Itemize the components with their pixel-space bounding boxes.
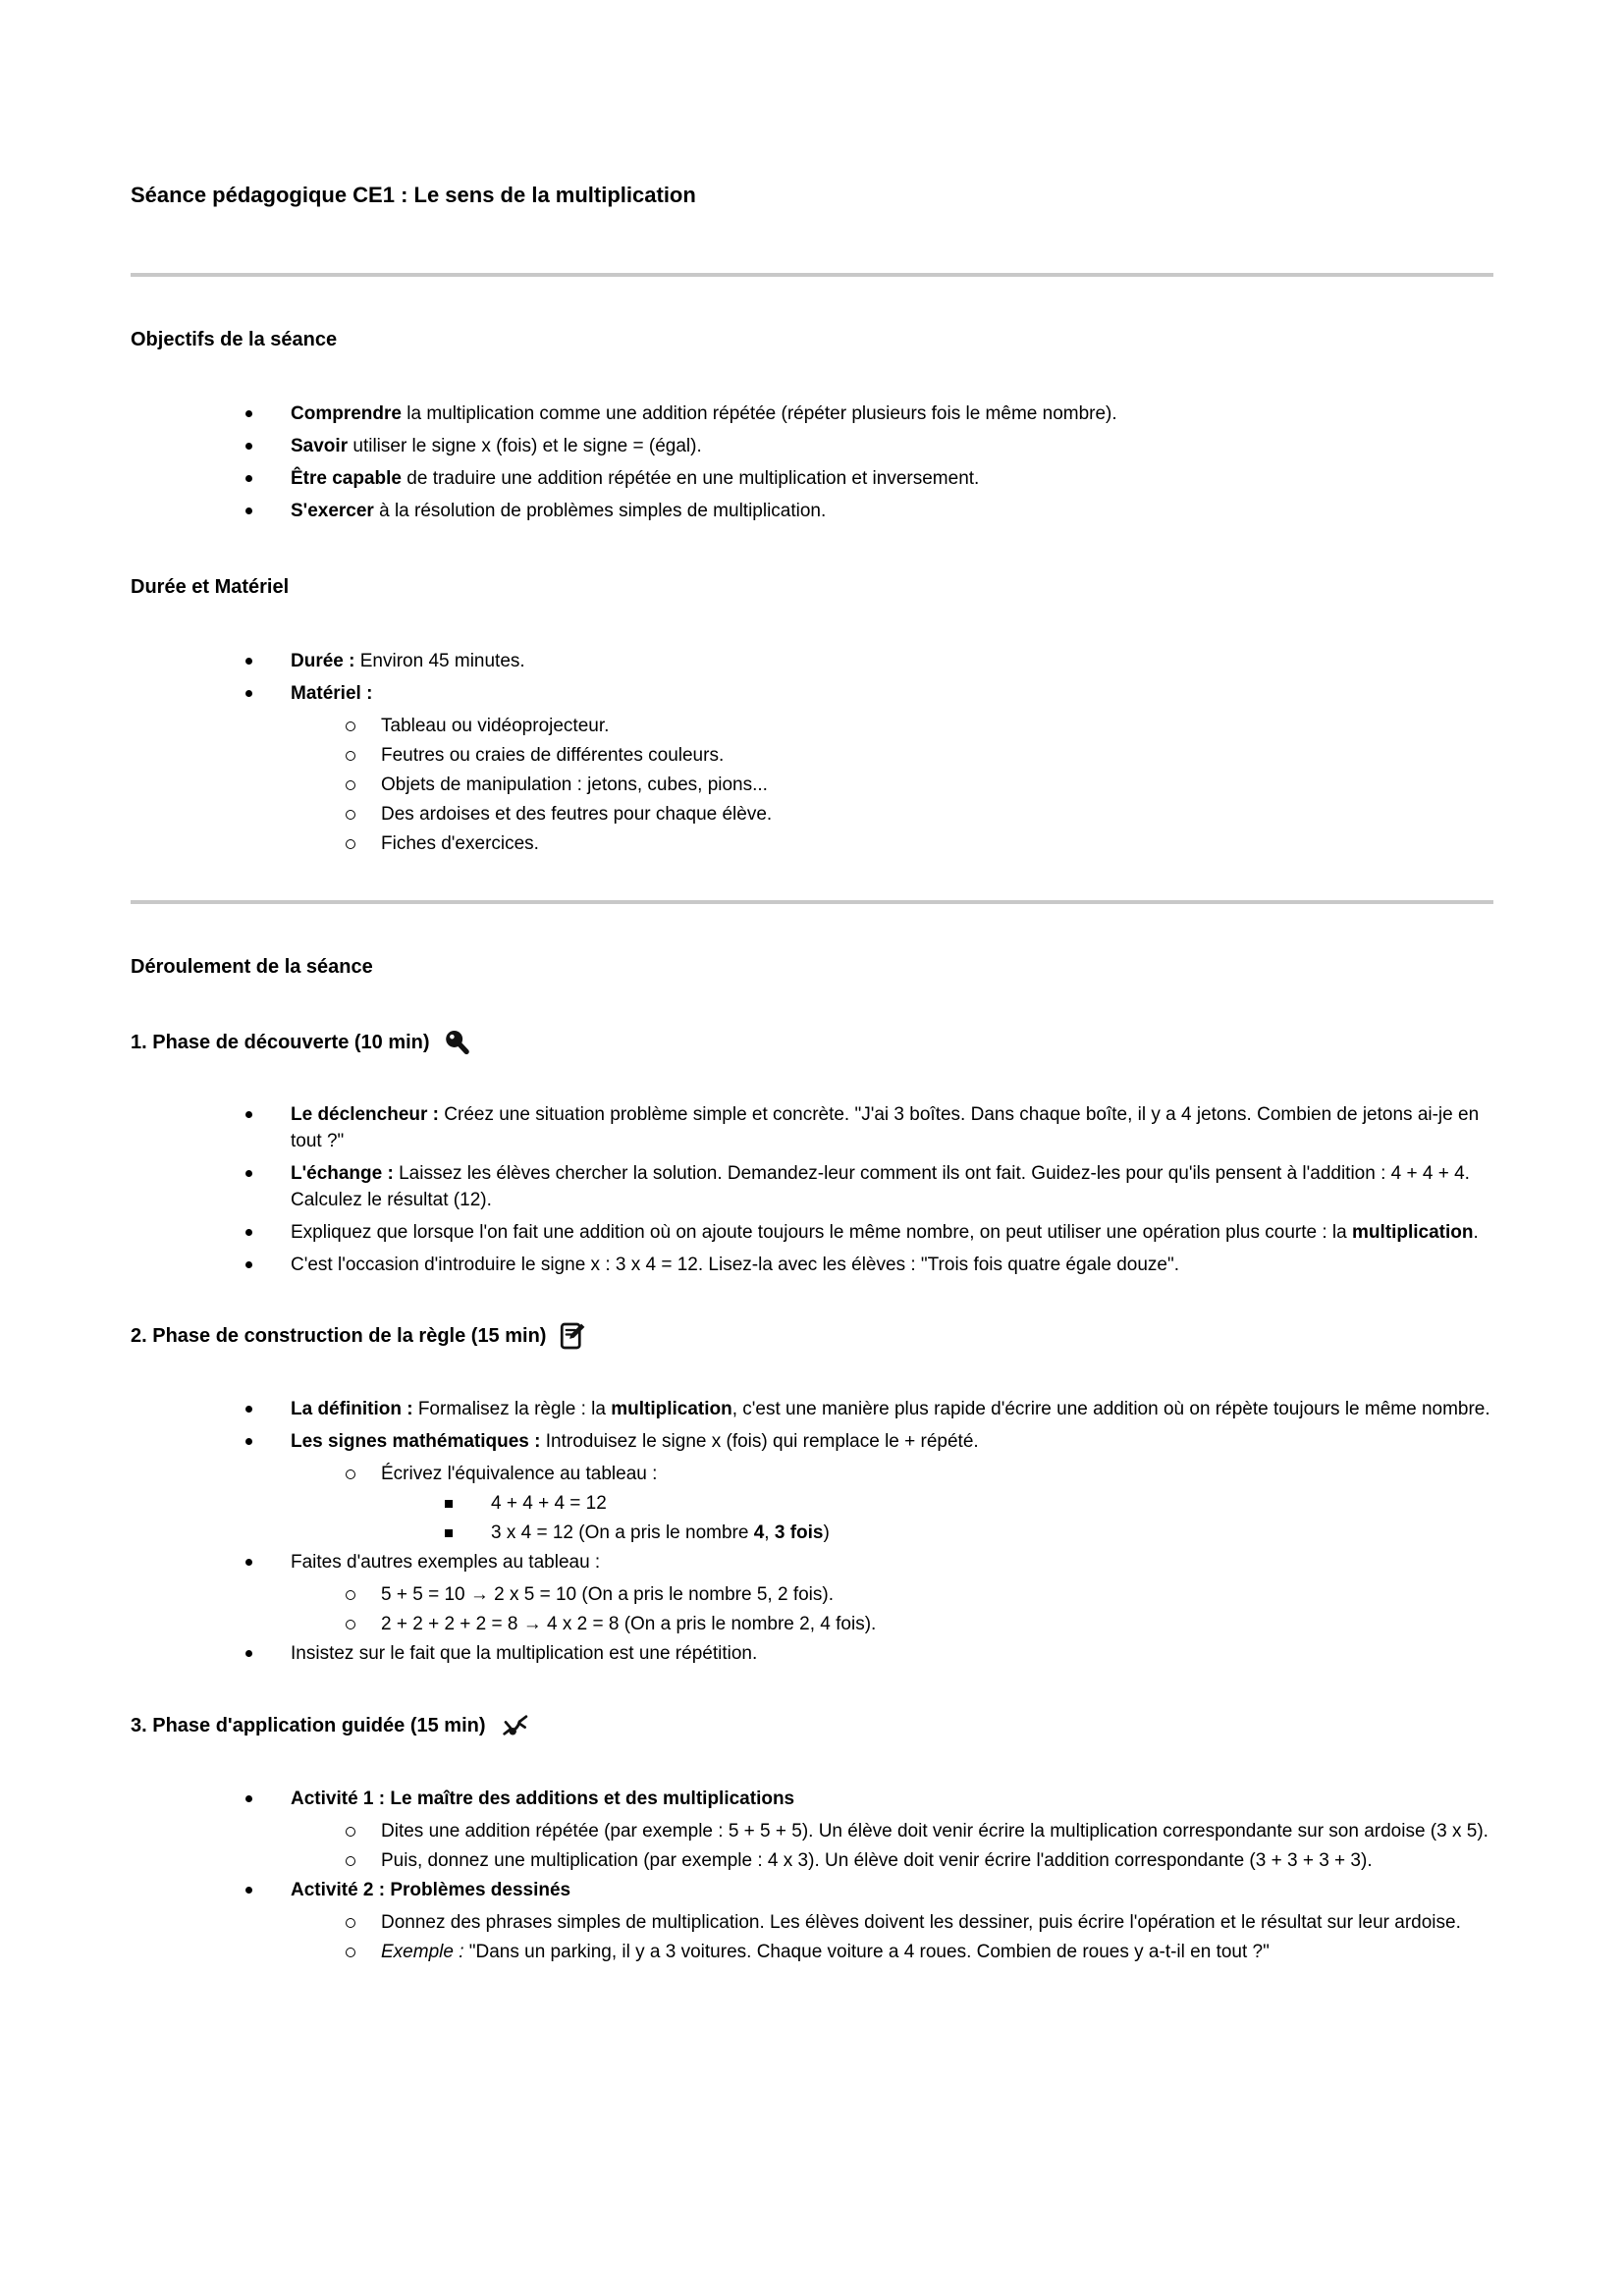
- objectifs-item: [131, 498, 1493, 524]
- phase2-item-text: Faites d'autres exemples au tableau :: [291, 1552, 601, 1573]
- item-post: , c'est une manière plus rapide d'écrire une addition où on répète toujours le même nombre.: [731, 1399, 1490, 1419]
- bullet-disc-icon: [245, 498, 291, 524]
- phase3-item: [131, 1877, 1493, 1903]
- objectifs-item: [131, 400, 1493, 427]
- phase3-sub-item: [131, 1818, 1493, 1844]
- item-lead: Matériel :: [291, 683, 373, 704]
- phase2-item-text: [291, 1396, 1493, 1422]
- item-rest: Environ 45 minutes.: [354, 651, 525, 671]
- item-lead: Les signes mathématiques :: [291, 1431, 541, 1452]
- phase1-item-text: [291, 1160, 1493, 1213]
- bullet-disc-icon: [245, 1877, 291, 1903]
- item-lead: L'échange :: [291, 1163, 394, 1184]
- item-rest: à la résolution de problèmes simples de multiplication.: [373, 501, 827, 521]
- objectifs-heading: Objectifs de la séance: [131, 329, 338, 350]
- bullet-circle-icon: [346, 1818, 381, 1844]
- person-cartwheeling-icon: [498, 1710, 530, 1740]
- objectifs-item-text: [291, 498, 1493, 524]
- activity1-title: [291, 1786, 1493, 1812]
- bullet-disc-icon: [245, 1219, 291, 1246]
- item-lead: S'exercer: [291, 501, 374, 521]
- item-bold: 3 fois: [774, 1522, 824, 1543]
- bullet-square-icon: [445, 1520, 491, 1546]
- item-rest: Introduisez le signe x (fois) qui remplace le + répété.: [540, 1431, 979, 1452]
- phase3-heading: [131, 1710, 1493, 1740]
- objectifs-item: [131, 465, 1493, 492]
- phase2-item: [131, 1549, 1493, 1575]
- materiel-sub-item: [131, 830, 1493, 857]
- bullet-circle-icon: [346, 1611, 381, 1637]
- section-divider: [131, 273, 1493, 277]
- item-rest: "Dans un parking, il y a 3 voitures. Chaque voiture a 4 roues. Combien de roues y a-t-il en tout ?": [463, 1942, 1270, 1962]
- phase1-item-text: [291, 1219, 1493, 1246]
- phase1-item: [131, 1101, 1493, 1154]
- phase2-sub-text: Écrivez l'équivalence au tableau :: [381, 1464, 658, 1484]
- materiel-item: [131, 680, 1493, 707]
- item-rest: de traduire une addition répétée en une multiplication et inversement.: [402, 468, 980, 489]
- phase2-square-text: 4 + 4 + 4 = 12: [491, 1493, 607, 1514]
- phase2-item: [131, 1396, 1493, 1422]
- phase3-sub-text: [381, 1939, 1493, 1965]
- phase3-sub-item: [131, 1939, 1493, 1965]
- phase3-sub-text: Donnez des phrases simples de multiplication. Les élèves doivent les dessiner, puis écrire l'opération et le résultat sur leur ardoise.: [381, 1912, 1461, 1933]
- phase2-item-text: Insistez sur le fait que la multiplication est une répétition.: [291, 1643, 758, 1664]
- phase2-item: [131, 1640, 1493, 1667]
- phase2-title: 2. Phase de construction de la règle (15 min): [131, 1325, 547, 1347]
- bullet-circle-icon: [346, 1939, 381, 1965]
- objectifs-item: [131, 433, 1493, 459]
- deroulement-heading: Déroulement de la séance: [131, 956, 373, 978]
- item-post: ): [823, 1522, 830, 1543]
- phase1-item: [131, 1252, 1493, 1278]
- item-lead: Être capable: [291, 468, 402, 489]
- item-bold: multiplication: [611, 1399, 732, 1419]
- objectifs-item-text: [291, 400, 1493, 427]
- phase1-item-text: [291, 1101, 1493, 1154]
- bullet-disc-icon: [245, 465, 291, 492]
- bullet-circle-icon: [346, 713, 381, 739]
- materiel-sub-item: [131, 801, 1493, 828]
- objectifs-item-text: [291, 433, 1493, 459]
- phase1-item-text: C'est l'occasion d'introduire le signe x : 3 x 4 = 12. Lisez-la avec les élèves : "Trois fois quatre égale douze".: [291, 1255, 1179, 1275]
- bullet-circle-icon: [346, 742, 381, 769]
- phase1-title: 1. Phase de découverte (10 min): [131, 1031, 430, 1053]
- magnifying-glass-icon: [442, 1028, 470, 1056]
- bullet-disc-icon: [245, 1786, 291, 1812]
- item-lead: Durée :: [291, 651, 355, 671]
- phase2-sub-item: [131, 1581, 1493, 1608]
- phase2-sub-text: 5 + 5 = 10 → 2 x 5 = 10 (On a pris le nombre 5, 2 fois).: [381, 1584, 834, 1605]
- item-lead: Le déclencheur :: [291, 1104, 439, 1125]
- bullet-disc-icon: [245, 433, 291, 459]
- materiel-sub-text: Feutres ou craies de différentes couleurs.: [381, 745, 725, 766]
- materiel-item-text: [291, 680, 1493, 707]
- phase3-sub-item: [131, 1909, 1493, 1936]
- item-lead: Activité 1 : Le maître des additions et des multiplications: [291, 1789, 795, 1809]
- materiel-sub-item: [131, 742, 1493, 769]
- bullet-disc-icon: [245, 1549, 291, 1575]
- phase3-sub-text: Puis, donnez une multiplication (par exemple : 4 x 3). Un élève doit venir écrire l'addition correspondante (3 + 3 + 3 + 3).: [381, 1850, 1373, 1871]
- duree-materiel-heading: Durée et Matériel: [131, 576, 290, 598]
- item-lead: Savoir: [291, 436, 349, 456]
- phase2-square-item: [131, 1520, 1493, 1546]
- item-mid: Formalisez la règle : la: [412, 1399, 612, 1419]
- materiel-sub-item: [131, 772, 1493, 798]
- bullet-disc-icon: [245, 1160, 291, 1213]
- objectifs-item-text: [291, 465, 1493, 492]
- item-pre: Expliquez que lorsque l'on fait une addition où on ajoute toujours le même nombre, on peut utiliser une opération plus courte : la: [291, 1222, 1352, 1243]
- bullet-disc-icon: [245, 1396, 291, 1422]
- item-mid: ,: [764, 1522, 775, 1543]
- item-lead: Comprendre: [291, 403, 402, 424]
- materiel-sub-item: [131, 713, 1493, 739]
- phase2-square-text: [491, 1520, 1493, 1546]
- bullet-disc-icon: [245, 1101, 291, 1154]
- item-rest: la multiplication comme une addition répétée (répéter plusieurs fois le même nombre).: [401, 403, 1117, 424]
- bullet-circle-icon: [346, 772, 381, 798]
- materiel-sub-text: Tableau ou vidéoprojecteur.: [381, 716, 610, 736]
- materiel-sub-text: Objets de manipulation : jetons, cubes, pions...: [381, 774, 768, 795]
- page-title: Séance pédagogique CE1 : Le sens de la multiplication: [131, 183, 696, 207]
- phase2-item: [131, 1428, 1493, 1455]
- item-lead: La définition :: [291, 1399, 413, 1419]
- bullet-disc-icon: [245, 648, 291, 674]
- item-bold: multiplication: [1351, 1222, 1474, 1243]
- bullet-circle-icon: [346, 1581, 381, 1608]
- phase1-item: [131, 1219, 1493, 1246]
- item-post: .: [1473, 1222, 1479, 1243]
- phase2-item-text: [291, 1428, 1493, 1455]
- phase2-square-item: [131, 1490, 1493, 1517]
- item-rest: Laissez les élèves chercher la solution. Demandez-leur comment ils ont fait. Guidez-les pour qu'ils pensent à l'addition : 4 + 4 + 4. Calculez le résultat (12).: [291, 1163, 1470, 1210]
- item-lead-italic: Exemple :: [381, 1942, 464, 1962]
- phase3-item: [131, 1786, 1493, 1812]
- item-rest: Créez une situation problème simple et concrète. "J'ai 3 boîtes. Dans chaque boîte, il y a 4 jetons. Combien de jetons ai-je en tout ?": [291, 1104, 1480, 1151]
- bullet-circle-icon: [346, 1909, 381, 1936]
- bullet-square-icon: [445, 1490, 491, 1517]
- bullet-disc-icon: [245, 1640, 291, 1667]
- duree-item: [131, 648, 1493, 674]
- duree-item-text: [291, 648, 1493, 674]
- phase2-heading: [131, 1321, 1493, 1351]
- materiel-sub-text: Fiches d'exercices.: [381, 833, 539, 854]
- bullet-disc-icon: [245, 1252, 291, 1278]
- phase3-sub-text: Dites une addition répétée (par exemple : 5 + 5 + 5). Un élève doit venir écrire la multiplication correspondante sur son ardoise (3 x 5).: [381, 1821, 1489, 1842]
- phase1-heading: [131, 1028, 1493, 1056]
- item-bold: 4: [753, 1522, 765, 1543]
- bullet-disc-icon: [245, 1428, 291, 1455]
- item-pre: 3 x 4 = 12 (On a pris le nombre: [491, 1522, 754, 1543]
- bullet-disc-icon: [245, 400, 291, 427]
- memo-icon: [558, 1321, 587, 1351]
- phase1-item: [131, 1160, 1493, 1213]
- phase2-sub-text: 2 + 2 + 2 + 2 = 8 → 4 x 2 = 8 (On a pris le nombre 2, 4 fois).: [381, 1614, 877, 1634]
- bullet-circle-icon: [346, 830, 381, 857]
- section-divider: [131, 900, 1493, 904]
- phase3-title: 3. Phase d'application guidée (15 min): [131, 1714, 486, 1736]
- phase2-sub-item: [131, 1461, 1493, 1487]
- activity2-title: [291, 1877, 1493, 1903]
- item-lead: Activité 2 : Problèmes dessinés: [291, 1880, 571, 1900]
- bullet-circle-icon: [346, 1461, 381, 1487]
- bullet-disc-icon: [245, 680, 291, 707]
- bullet-circle-icon: [346, 1847, 381, 1874]
- phase3-sub-item: [131, 1847, 1493, 1874]
- phase2-sub-item: [131, 1611, 1493, 1637]
- item-rest: utiliser le signe x (fois) et le signe = (égal).: [348, 436, 702, 456]
- materiel-sub-text: Des ardoises et des feutres pour chaque élève.: [381, 804, 773, 825]
- bullet-circle-icon: [346, 801, 381, 828]
